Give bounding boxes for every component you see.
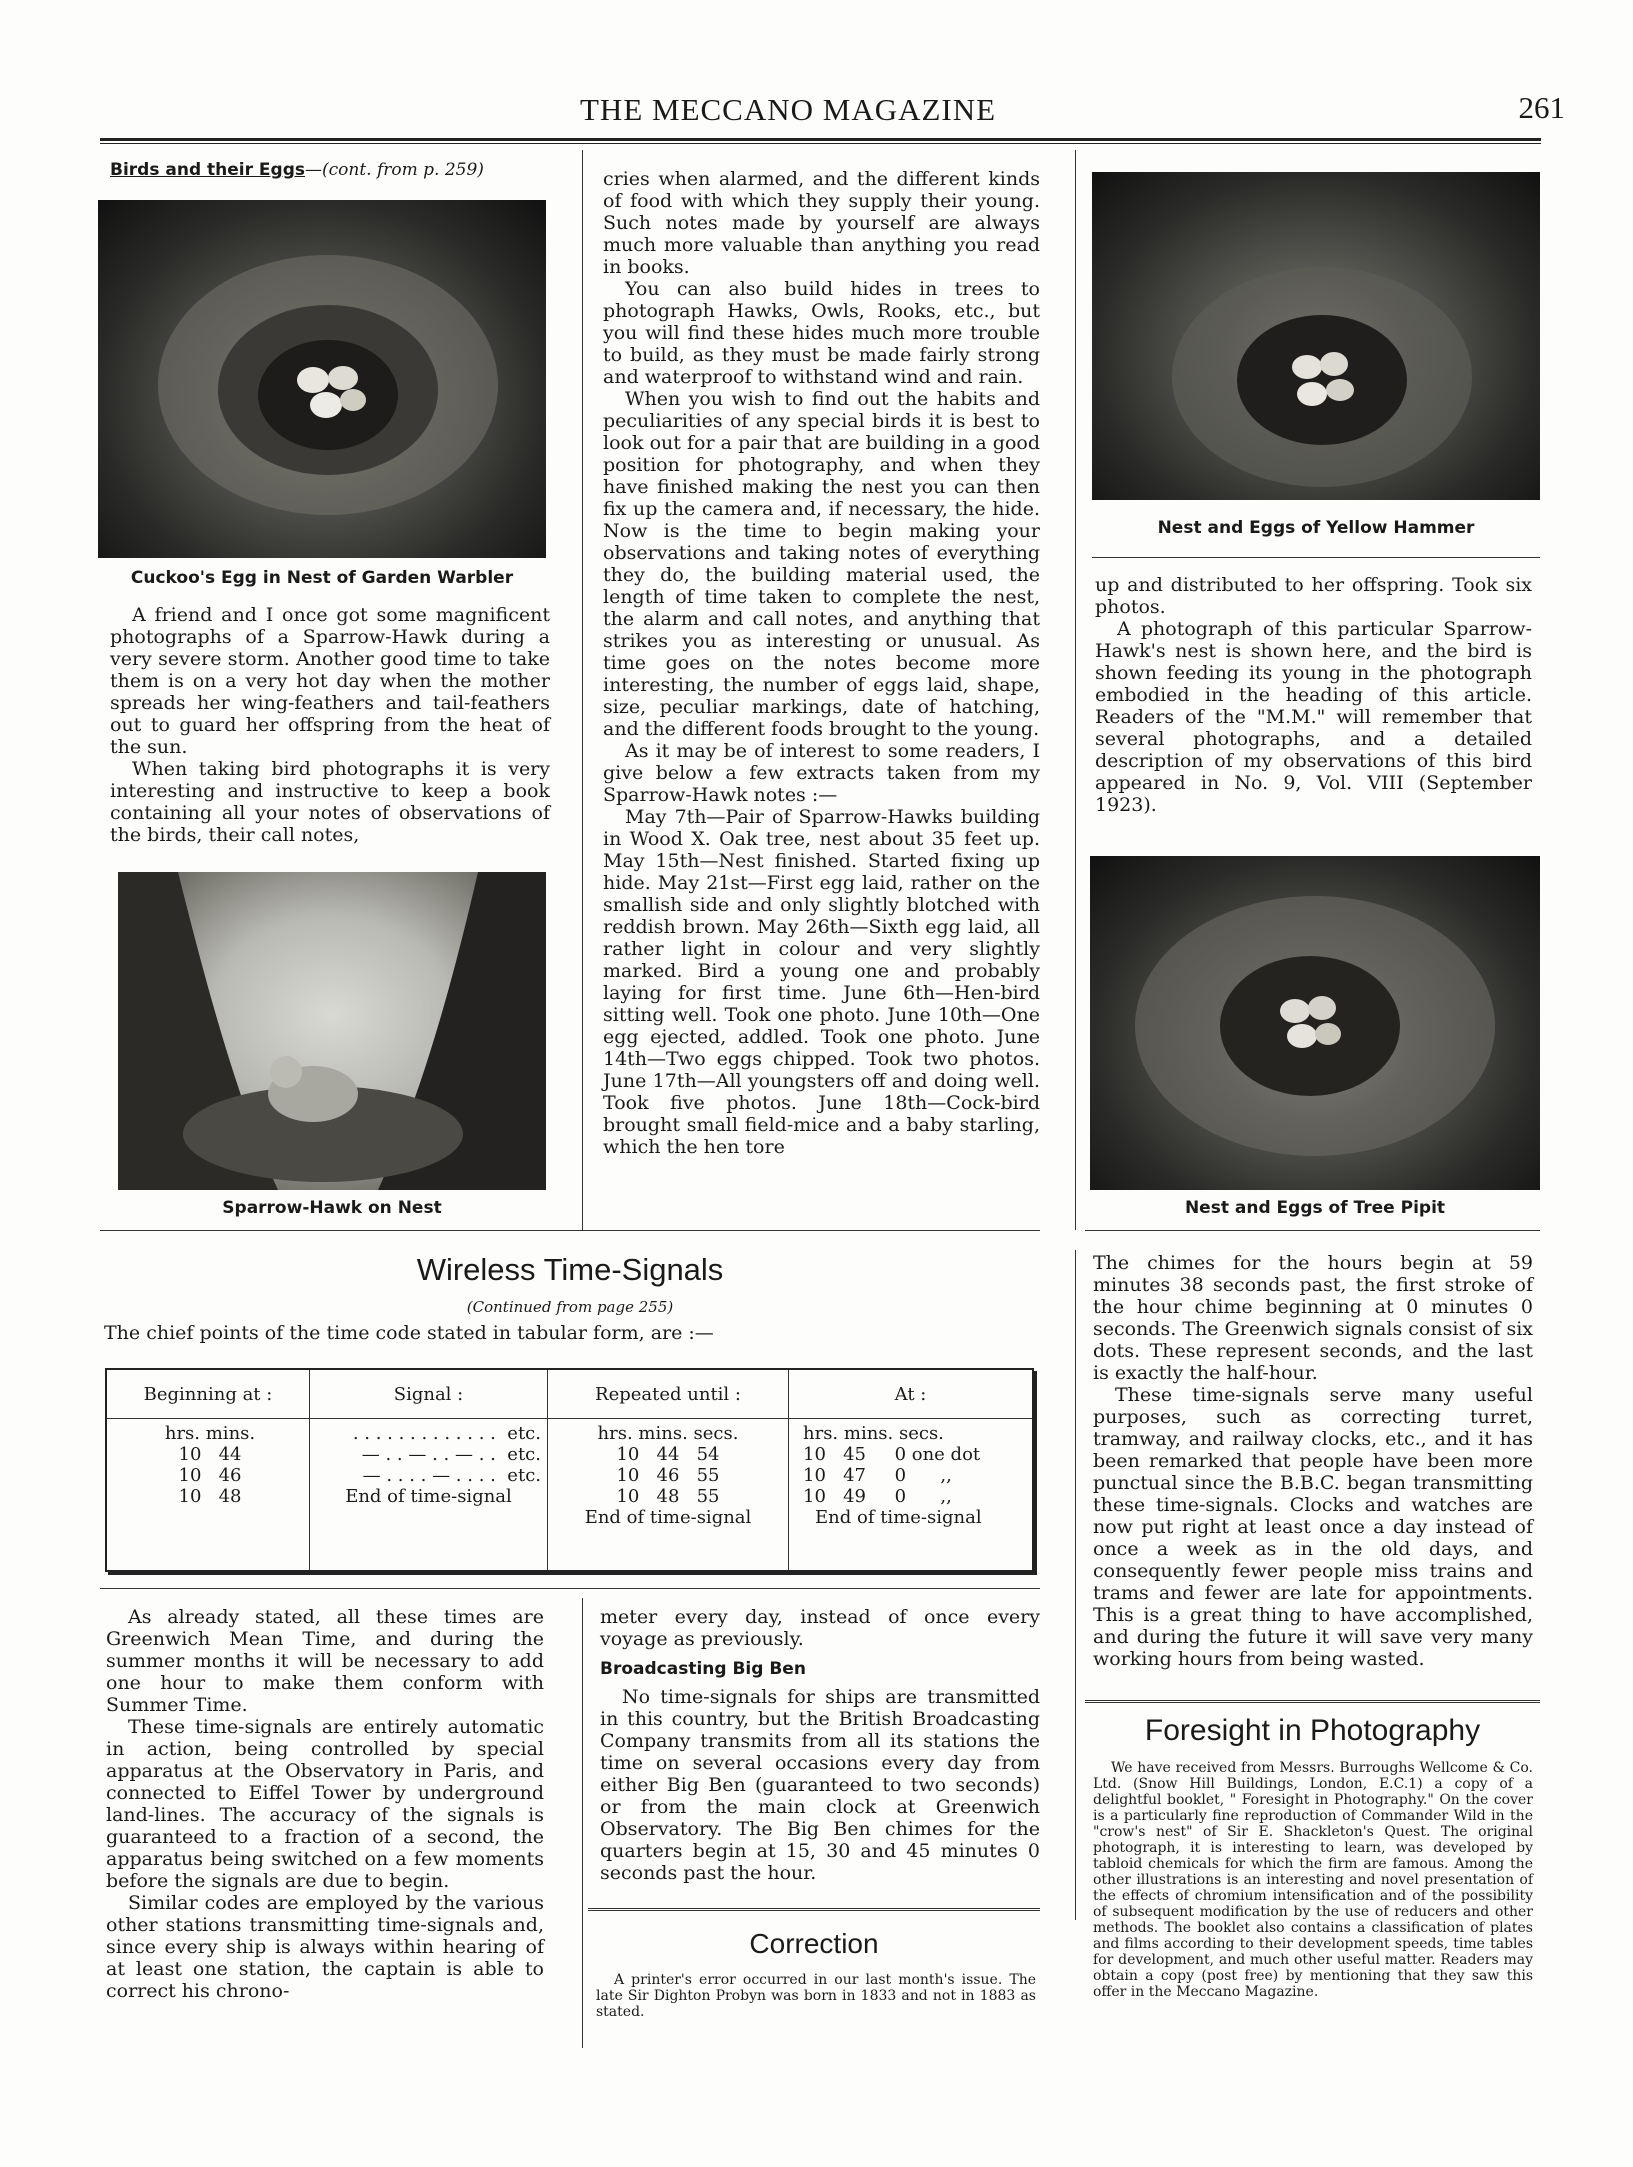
column-divider (1075, 150, 1076, 1230)
table-cell: End of time-signal (815, 1507, 982, 1528)
section-rule (100, 1230, 1040, 1231)
column-divider (582, 150, 583, 1230)
paragraph: A friend and I once got some magnificent photographs of a Sparrow-Hawk during a very severe storm. Another good time to take them is on a very hot day when the mother spreads her wing-feathers and tail-feathers out to guard her offspring from the heat of the sun. (110, 604, 550, 758)
table-cell: — . . . . — . . . . etc. (362, 1465, 541, 1486)
wireless-right-text (1093, 1252, 1533, 1670)
paragraph: No time-signals for ships are transmitted in this country, but the British Broadcasting Company transmits from all its stations the time on several occasions every day from either Big Ben (guaranteed to two seconds) or from the main clock at Greenwich Observatory. The Big Ben chimes for the quarters begin at 15, 30 and 45 minutes 0 seconds past the hour. (600, 1686, 1040, 1884)
time-code-table (105, 1368, 1034, 1572)
paragraph: We have received from Messrs. Burroughs Wellcome & Co. Ltd. (Snow Hill Buildings, London, E.C.1) a copy of a delightful booklet, " Foresight in Photography." On the cover is a particularly fine reproduction of Commander Wild in the "crow's nest" of Sir E. Shackleton's Quest. The original photograph, it is interesting to learn, was developed by tabloid chemicals for which the firm are famous. Among the other illustrations is an interesting and novel presentation of the effects of chromium intensification and of the possibility of subsequent modification by the use of reducers and other methods. The booklet also contains a classification of plates and films according to their development speeds, time tables for development, and much other useful matter. Readers may obtain a copy (post free) by mentioning that they saw this offer in the Meccano Magazine. (1093, 1760, 1533, 2000)
caption-rule (1092, 557, 1540, 558)
paragraph: cries when alarmed, and the different kinds of food with which they supply their young. Such notes made by yourself are always much more valuable than anything you read in books. (603, 168, 1040, 278)
caption-cuckoo-egg: Cuckoo's Egg in Nest of Garden Warbler (130, 568, 514, 588)
paragraph: The chimes for the hours begin at 59 minutes 38 seconds past, the first stroke of the hour chime beginning at 0 minutes 0 seconds. The Greenwich signals consist of six dots. These represent seconds, and the last is exactly the half-hour. (1093, 1252, 1533, 1384)
bigben-heading: Broadcasting Big Ben (600, 1659, 806, 1679)
page-number: 261 (1518, 90, 1565, 125)
caption-yellow-hammer: Nest and Eggs of Yellow Hammer (1157, 518, 1475, 538)
paragraph: May 7th—Pair of Sparrow-Hawks building in Wood X. Oak tree, nest about 35 feet up. May 15th—Nest finished. Started fixing up hide. May 21st—First egg laid, rather on the smallish side and only slightly blotched with reddish brown. May 26th—Sixth egg laid, all rather light in colour and very slightly marked. Bird a young one and probably laying for first time. June 6th—Hen-bird sitting well. Took one photo. June 10th—One egg ejected, addled. Took one photo. June 14th—Two eggs chipped. Took two photos. June 17th—All youngsters off and doing well. Took five photos. June 18th—Cock-bird brought small field-mice and a baby starling, which the hen tore (603, 806, 1040, 1158)
col3-text (1095, 574, 1532, 816)
wireless-left-text (106, 1606, 544, 2002)
table-header: Beginning at : (107, 1370, 310, 1419)
article-heading: Birds and their Eggs—(cont. from p. 259) (110, 160, 484, 180)
foresight-text (1093, 1760, 1533, 2000)
paragraph: As already stated, all these times are Greenwich Mean Time, and during the summer months it will be necessary to add one hour to make them conform with Summer Time. (106, 1606, 544, 1716)
wireless-mid-text (600, 1606, 1040, 1884)
paragraph: When taking bird photographs it is very interesting and instructive to keep a book containing all your notes of observations of the birds, their call notes, (110, 758, 550, 846)
col1-text (110, 604, 550, 846)
foresight-title: Foresight in Photography (1144, 1714, 1481, 1747)
table-cell: hrs. mins. secs. (597, 1423, 739, 1444)
caption-tree-pipit: Nest and Eggs of Tree Pipit (1184, 1198, 1446, 1218)
table-cell: End of time-signal (345, 1486, 512, 1507)
magazine-title: THE MECCANO MAGAZINE (580, 92, 997, 127)
photo-yellow-hammer-nest (1092, 172, 1540, 500)
wireless-title: Wireless Time-Signals (416, 1252, 724, 1287)
table-header: Signal : (310, 1370, 548, 1419)
table-cell: 10 48 (178, 1486, 242, 1507)
table-cell: hrs. mins. (164, 1423, 256, 1444)
paragraph: A printer's error occurred in our last month's issue. The late Sir Dighton Probyn was born in 1833 and not in 1883 as stated. (596, 1972, 1036, 2020)
table-header: At : (789, 1370, 1033, 1419)
paragraph: These time-signals are entirely automatic in action, being controlled by special apparatus at the Observatory in Paris, and connected to Eiffel Tower by underground land-lines. The accuracy of the signals is guaranteed to a fraction of a second, the apparatus being switched on a few moments before the signals are due to begin. (106, 1716, 544, 1892)
photo-tree-pipit-nest (1090, 856, 1540, 1190)
table-cell: hrs. mins. secs. (803, 1423, 944, 1444)
correction-title: Correction (749, 1928, 879, 1959)
table-header: Repeated until : (548, 1370, 789, 1419)
col2-text (603, 168, 1040, 1158)
table-cell: 10 45 0 one dot (803, 1444, 981, 1465)
caption-sparrow-hawk: Sparrow-Hawk on Nest (222, 1198, 442, 1218)
paragraph: When you wish to find out the habits and peculiarities of any special birds it is best to look out for a pair that are building in a good position for photography, and when they have finished making the nest you can then fix up the camera and, if necessary, the hide. Now is the time to begin making your observations and taking notes of everything they do, the building material used, the length of time taken to complete the nest, the alarm and call notes, and anything that strikes you as interesting or unusual. As time goes on the notes become more interesting, the number of eggs laid, shape, size, peculiar markings, date of hatching, and the different foods brought to the young. (603, 388, 1040, 740)
column-divider (1075, 1250, 1076, 1920)
wireless-intro: The chief points of the time code stated in tabular form, are :— (104, 1322, 714, 1344)
paragraph: These time-signals serve many useful purposes, such as correcting turret, tramway, and railway clocks, etc., and it has been remarked that people have been more punctual since the B.B.C. began transmitting these time-signals. Clocks and watches are now put right at least once a day instead of once a week as in the old days, and consequently fewer people miss trains and trams and fewer are late for appointments. This is a great thing to have accomplished, and during the future it will save very many working hours from being wasted. (1093, 1384, 1533, 1670)
table-cell: 10 48 55 (616, 1486, 720, 1507)
column-divider (582, 1598, 583, 2048)
paragraph: up and distributed to her offspring. Took six photos. (1095, 574, 1532, 618)
header-rule-thin (100, 143, 1541, 144)
table-cell: 10 44 54 (616, 1444, 720, 1465)
table-cell: 10 46 (178, 1465, 242, 1486)
correction-rule (588, 1908, 1040, 1911)
table-cell: 10 47 0 ,, (803, 1465, 952, 1486)
paragraph: A photograph of this particular Sparrow-Hawk's nest is shown here, and the bird is shown feeding its young in the photograph embodied in the heading of this article. Readers of the "M.M." will remember that several photographs, and a detailed description of my observations of this bird appeared in No. 9, Vol. VIII (September 1923). (1095, 618, 1532, 816)
table-cell: 10 49 0 ,, (803, 1486, 952, 1507)
table-cell: End of time-signal (584, 1507, 752, 1528)
paragraph: You can also build hides in trees to photograph Hawks, Owls, Rooks, etc., but you will find these hides much more trouble to build, as they must be made fairly strong and waterproof to withstand wind and rain. (603, 278, 1040, 388)
table-cell: 10 46 55 (616, 1465, 720, 1486)
foresight-rule (1085, 1700, 1540, 1703)
header-rule (100, 138, 1541, 141)
table-cell: 10 44 (178, 1444, 242, 1465)
table-cell: — . . — . . — . . etc. (361, 1444, 541, 1465)
paragraph: Similar codes are employed by the various other stations transmitting time-signals and, since every ship is always within hearing of at least one station, the captain is able to correct his chrono- (106, 1892, 544, 2002)
photo-cuckoo-egg-nest (98, 200, 546, 558)
paragraph: As it may be of interest to some readers, I give below a few extracts taken from my Sparrow-Hawk notes :— (603, 740, 1040, 806)
table-cell: . . . . . . . . . . . . . etc. (352, 1423, 541, 1444)
section-rule (1085, 1230, 1540, 1231)
wireless-continued: (Continued from page 255) (466, 1298, 674, 1316)
correction-text (596, 1972, 1036, 2020)
section-rule (100, 1588, 1040, 1589)
photo-sparrow-hawk-on-nest (118, 872, 546, 1190)
paragraph: meter every day, instead of once every voyage as previously. (600, 1606, 1040, 1650)
